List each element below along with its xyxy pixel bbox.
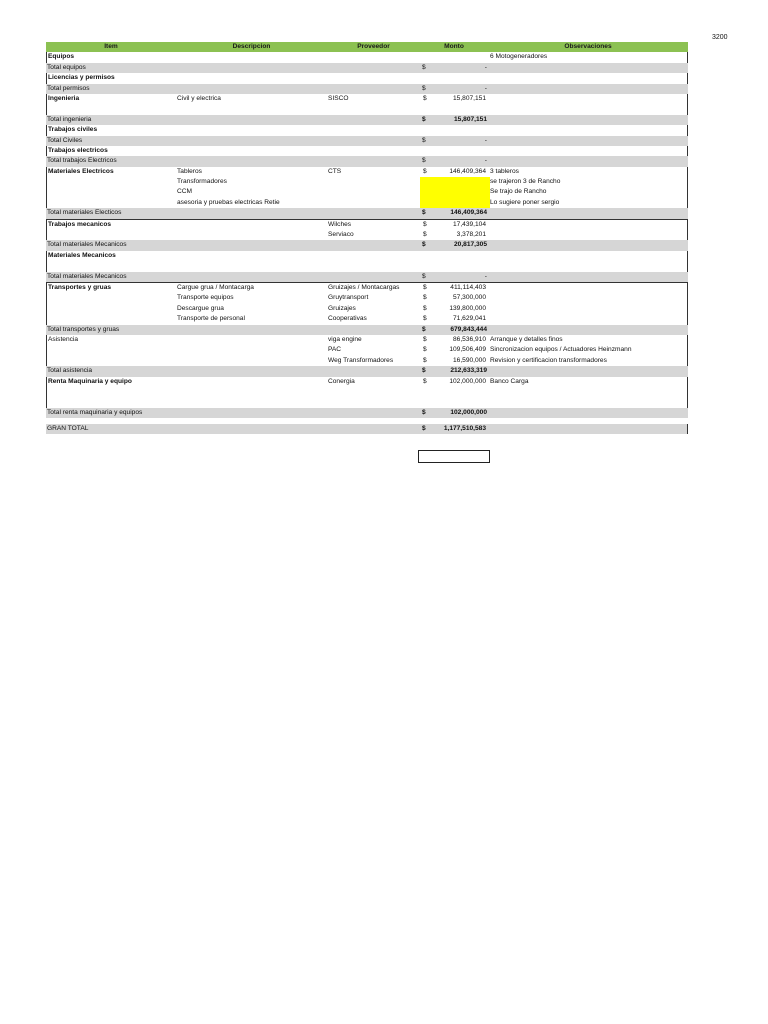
total-row-materiales-mecanicos-2 [46, 272, 688, 282]
amount-cell: - [484, 84, 487, 92]
budget-table [46, 42, 688, 434]
observation-cell: 6 Motogeneradores [490, 53, 548, 61]
total-row-materiales-mecanicos-1 [46, 240, 688, 250]
total-label: Total materiales Mecanicos [47, 272, 127, 280]
amount-cell: 57,300,000 [452, 294, 486, 302]
grand-total-row [46, 424, 688, 434]
amount-cell: 411,114,403 [450, 284, 486, 292]
provider-cell: viga engine [328, 335, 362, 343]
currency-symbol: $ [422, 325, 426, 333]
amount-cell: - [484, 157, 487, 165]
total-row-equipos [46, 63, 688, 73]
amount-cell: 15,807,151 [452, 94, 486, 102]
currency-symbol: $ [423, 335, 427, 343]
section-row-trabajos-civiles [46, 125, 688, 135]
line-row-serviaco [46, 230, 688, 240]
section-row-equipos [46, 52, 688, 62]
amount-cell: 139,800,000 [449, 304, 486, 312]
provider-cell: CTS [328, 167, 342, 175]
header-monto: Monto [444, 43, 464, 50]
currency-symbol: $ [423, 304, 427, 312]
amount-cell: 679,843,444 [450, 325, 487, 333]
observation-cell: se trajeron 3 de Rancho [490, 178, 561, 186]
line-row-pac [46, 345, 688, 355]
amount-cell: 15,807,151 [453, 115, 487, 123]
currency-symbol: $ [422, 136, 426, 144]
table-header-row [46, 42, 688, 52]
line-row-asesoria [46, 198, 688, 208]
currency-symbol: $ [423, 356, 427, 364]
section-label: Ingenieria [48, 94, 80, 102]
amount-cell: 16,590,000 [452, 356, 486, 364]
provider-cell: Gruizajes / Montacargas [328, 284, 400, 292]
amount-cell: 102,000,000 [450, 408, 487, 416]
section-row-transportes [46, 282, 688, 293]
observation-cell: Revision y certificacion transformadores [490, 356, 607, 364]
currency-symbol: $ [423, 294, 427, 302]
provider-cell: Gruizajes [328, 304, 356, 312]
grand-total-label: GRAN TOTAL [47, 424, 89, 432]
total-row-trabajos-electricos [46, 156, 688, 166]
total-row-civiles [46, 136, 688, 146]
provider-cell: Wilches [328, 220, 352, 228]
section-row-trabajos-mecanicos [46, 219, 688, 230]
total-row-materiales-electricos [46, 208, 688, 218]
description-cell: Transporte equipos [177, 294, 234, 302]
line-row-transporte-personal [46, 314, 688, 324]
section-row-materiales-electricos [46, 167, 688, 177]
amount-cell: 102,000,000 [449, 377, 486, 385]
currency-symbol: $ [422, 272, 426, 280]
section-row-asistencia [46, 335, 688, 345]
yellow-highlight-cell [420, 198, 490, 208]
yellow-highlight-cell [420, 187, 490, 197]
provider-cell: Conergia [328, 377, 355, 385]
currency-symbol: $ [423, 220, 427, 228]
amount-cell: 109,506,409 [449, 346, 486, 354]
currency-symbol: $ [423, 377, 427, 385]
section-label: Equipos [48, 53, 75, 61]
observation-cell: Arranque y detalles finos [490, 335, 563, 343]
total-row-ingenieria [46, 115, 688, 125]
section-label: Asistencia [48, 335, 79, 343]
currency-symbol: $ [423, 94, 427, 102]
section-row-licencias [46, 73, 688, 83]
line-row-transporte-equipos [46, 293, 688, 303]
total-label: Total transportes y gruas [47, 325, 120, 333]
total-row-renta [46, 408, 688, 418]
observation-cell: Banco Carga [490, 377, 529, 385]
provider-cell: Weg Transformadores [328, 356, 394, 364]
header-proveedor: Proveedor [357, 43, 390, 50]
observation-cell: Sincronizacion equipos / Actuadores Heinzmann [490, 346, 632, 354]
amount-cell: - [484, 272, 487, 280]
currency-symbol: $ [423, 346, 427, 354]
total-label: Total asistencia [47, 367, 93, 375]
amount-cell: 20,817,305 [453, 241, 487, 249]
total-label: Total trabajos Electricos [47, 157, 117, 165]
amount-cell: 17,439,104 [452, 220, 486, 228]
currency-symbol: $ [422, 241, 426, 249]
line-row-ccm [46, 187, 688, 197]
line-row-weg [46, 356, 688, 366]
observation-cell: Se trajo de Rancho [490, 188, 547, 196]
observation-cell: 3 tableros [490, 167, 519, 175]
total-row-permisos [46, 84, 688, 94]
header-observaciones: Observaciones [564, 43, 612, 50]
provider-cell: Serviaco [328, 231, 354, 239]
total-row-transportes [46, 325, 688, 335]
section-label: Trabajos electricos [48, 146, 108, 154]
section-label: Materiales Mecanicos [48, 251, 116, 259]
total-row-asistencia [46, 366, 688, 376]
currency-symbol: $ [422, 367, 426, 375]
description-cell: Cargue grua / Montacarga [177, 284, 254, 292]
section-row-renta [46, 377, 688, 408]
yellow-highlight-cell [420, 177, 490, 187]
provider-cell: Gruytransport [328, 294, 369, 302]
description-cell: Transformadores [177, 178, 227, 186]
provider-cell: Cooperativas [328, 315, 367, 323]
currency-symbol: $ [422, 157, 426, 165]
amount-cell: 146,409,364 [450, 209, 487, 217]
provider-cell: SISCO [328, 94, 349, 102]
total-label: Total equipos [47, 63, 86, 71]
section-row-materiales-mecanicos [46, 251, 688, 272]
total-label: Total materiales Electicos [47, 209, 122, 217]
total-label: Total Civiles [47, 136, 83, 144]
description-cell: CCM [177, 188, 193, 196]
currency-symbol: $ [423, 167, 427, 175]
description-cell: Descargue grua [177, 304, 224, 312]
header-item: Item [104, 43, 118, 50]
section-label: Renta Maquinaria y equipo [48, 377, 132, 385]
section-label: Transportes y gruas [48, 284, 112, 292]
section-label: Licencias y permisos [48, 74, 115, 82]
line-row-transformadores [46, 177, 688, 187]
amount-cell: 3,378,201 [456, 231, 486, 239]
section-label: Materiales Electricos [48, 167, 114, 175]
currency-symbol: $ [423, 284, 427, 292]
description-cell: Transporte de personal [177, 315, 245, 323]
description-cell: Tableros [177, 167, 202, 175]
total-label: Total renta maquinaria y equipos [47, 408, 143, 416]
currency-symbol: $ [422, 115, 426, 123]
amount-cell: - [484, 136, 487, 144]
currency-symbol: $ [422, 63, 426, 71]
sheet-reference-number: 3200 [712, 34, 728, 41]
currency-symbol: $ [422, 408, 426, 416]
observation-cell: Lo sugiere poner sergio [490, 198, 560, 206]
section-row-ingenieria [46, 94, 688, 115]
section-row-trabajos-electricos [46, 146, 688, 156]
amount-cell: 146,409,364 [449, 167, 486, 175]
total-label: Total materiales Mecanicos [47, 241, 127, 249]
amount-cell: 86,536,910 [452, 335, 486, 343]
provider-cell: PAC [328, 346, 342, 354]
section-label: Trabajos civiles [48, 126, 98, 134]
description-cell: Civil y electrica [177, 94, 221, 102]
total-label: Total permisos [47, 84, 90, 92]
line-row-descargue-grua [46, 304, 688, 314]
header-descripcion: Descripcion [232, 43, 271, 50]
amount-cell: 212,633,319 [450, 367, 487, 375]
currency-symbol: $ [423, 315, 427, 323]
currency-symbol: $ [423, 231, 427, 239]
amount-cell: - [484, 63, 487, 71]
amount-cell: 71,629,041 [452, 315, 486, 323]
currency-symbol: $ [422, 209, 426, 217]
description-cell: asesoria y pruebas electricas Retie [177, 198, 280, 206]
grand-total-amount: 1,177,510,583 [443, 424, 486, 432]
total-label: Total ingenieria [47, 115, 92, 123]
empty-selected-cell[interactable] [418, 450, 490, 463]
currency-symbol: $ [422, 424, 426, 432]
section-label: Trabajos mecanicos [48, 220, 112, 228]
currency-symbol: $ [422, 84, 426, 92]
